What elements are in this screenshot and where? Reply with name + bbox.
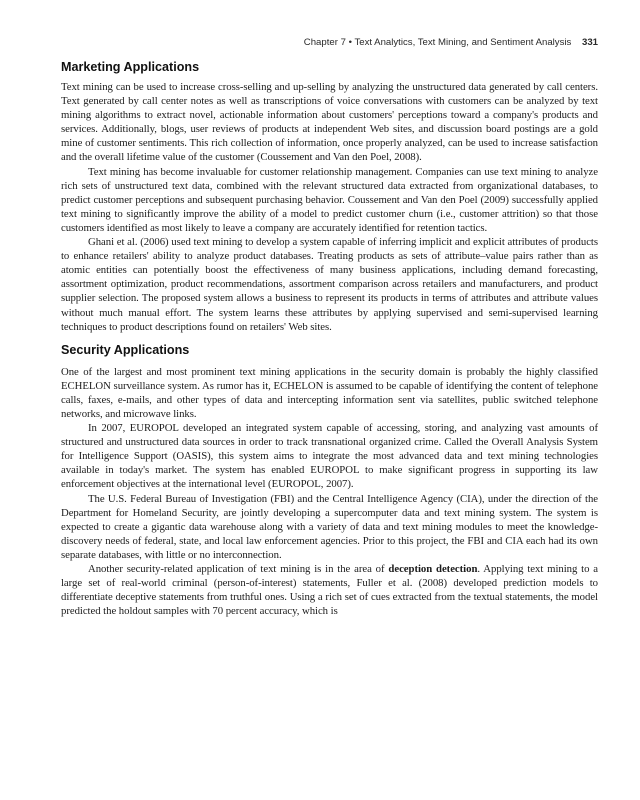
security-paragraph-2: In 2007, EUROPOL developed an integrated system capable of accessing, storing, and analyzing vast amounts of structured and unstructured data sources in order to track transnational organized crime. Called the Overall Analysis System for Intelligence Support (OASIS), this system aims to integrate the most advanced data and text mining technologies available in today's market. The system has enabled EUROPOL to make significant progress in supporting its law enforcement objectives at the international level (EUROPOL, 2007). — [61, 422, 598, 491]
marketing-heading: Marketing Applications — [61, 60, 200, 74]
marketing-paragraph-3: Ghani et al. (2006) used text mining to develop a system capable of inferring implicit and explicit attributes of products to enhance retailers' ability to analyze product databases. Treating products as sets of attribute–value pairs rather than as atomic entities can potentially boost the effectiveness of many business applications, including demand forecasting, assortment optimization, product recommendations, assortment comparison across retailers and manufacturers, and product supplier selection. The proposed system allows a business to represent its products in terms of attributes and attribute values without much manual effort. The system learns these attributes by applying supervised and semi-supervised learning techniques to product descriptions found on retailers' Web sites. — [61, 236, 598, 333]
running-head — [61, 36, 598, 50]
paragraph-4-rest: . Applying text mining to a large set of real-world criminal (person-of-interest) statements, Fuller et al. (2008) developed prediction models to differentiate deceptive statements from truthful ones. Using a rich set of cues extracted from the textual statements, the model predicted the holdout samples with 70 percent accuracy, which is — [61, 563, 598, 618]
marketing-paragraph-1: Text mining can be used to increase cross-selling and up-selling by analyzing the unstructured data generated by call centers. Text generated by call center notes as well as transcriptions of voice conversations with customers can be analyzed by text mining algorithms to extract novel, actionable information about customers' perceptions toward a company's products and services. Additionally, blogs, user reviews of products at independent Web sites, and discussion board postings are a gold mine of customer sentiments. This rich collection of information, once properly analyzed, can be used to increase satisfaction and the overall lifetime value of the customer (Coussement and Van den Poel, 2008). — [61, 81, 598, 164]
security-heading: Security Applications — [61, 342, 190, 357]
chapter-title: Text Analytics, Text Mining, and Sentiment Analysis — [354, 37, 572, 48]
marketing-paragraph-2: Text mining has become invaluable for customer relationship management. Companies can use text mining to analyze rich sets of unstructured text data, combined with the relevant structured data extracted from organizational databases, to predict customer perceptions and subsequent purchasing behavior. Coussement and Van den Poel (2009) successfully applied text mining to significantly improve the ability of a model to predict customer churn (i.e., customer attrition) so that those customers identified as most likely to leave a company are accurately identified for retention tactics. — [61, 165, 598, 234]
paragraph-4-lead: Another security-related application of text mining is in the area of — [88, 563, 385, 575]
deception-detection-term: deception detection — [388, 563, 478, 575]
chapter-label: Chapter 7 — [303, 37, 346, 48]
header-bullet: • — [348, 37, 352, 48]
security-paragraph-1: One of the largest and most prominent text mining applications in the security domain is probably the highly classified ECHELON surveillance system. As rumor has it, ECHELON is assumed to be capable of identifying the content of telephone calls, faxes, e-mails, and other types of data and intercepting information sent via satellites, public switched telephone networks, and microwave links. — [61, 365, 598, 420]
book-page — [61, 36, 598, 618]
page-number: 331 — [581, 37, 598, 48]
security-paragraph-4 — [61, 562, 598, 618]
security-paragraph-3: The U.S. Federal Bureau of Investigation (FBI) and the Central Intelligence Agency (CIA), under the direction of the Department for Homeland Security, are jointly developing a supercomputer data and text mining system. The system is expected to create a gigantic data warehouse along with a variety of data and text mining modules to meet the knowledge-discovery needs of federal, state, and local law enforcement agencies. Prior to this project, the FBI and CIA each had its own separate databases, with little or no interconnection. — [61, 492, 598, 561]
